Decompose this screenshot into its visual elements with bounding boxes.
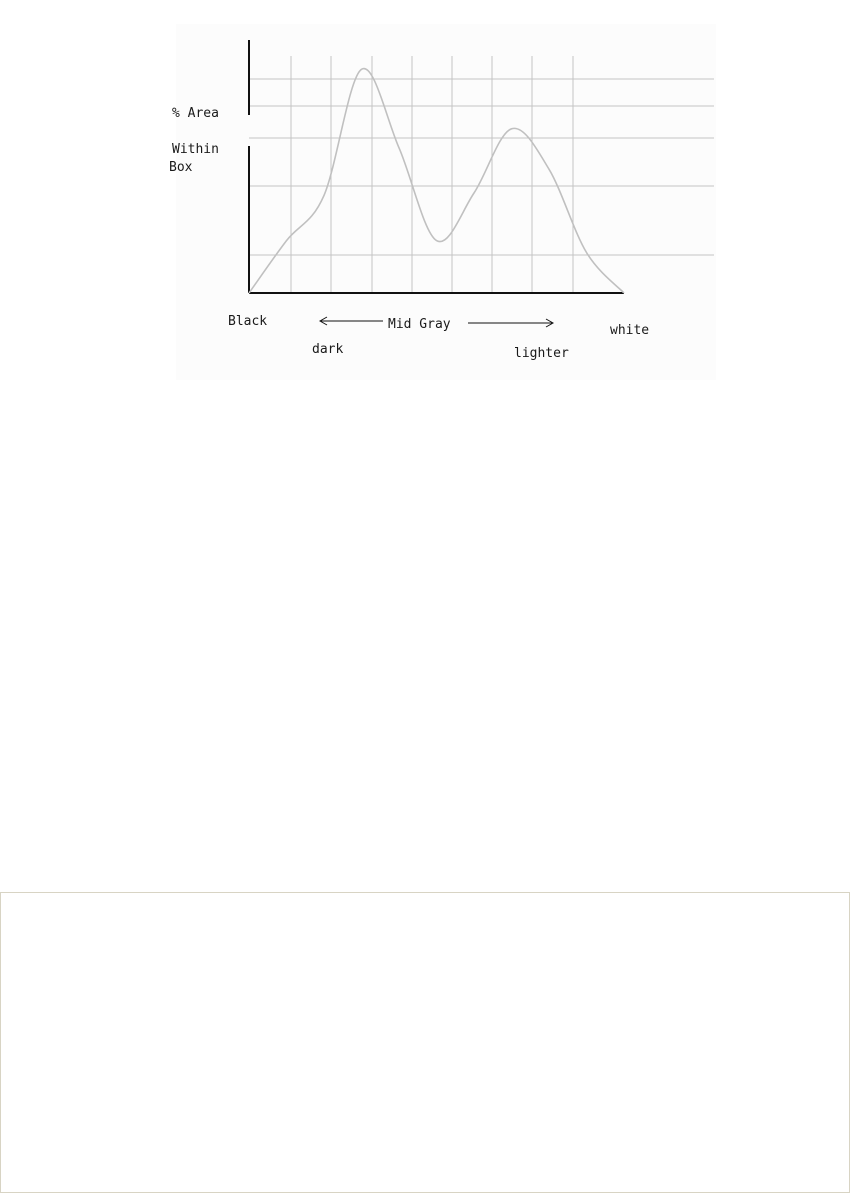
x-label-mid-gray: Mid Gray [388, 317, 451, 332]
x-label-white: white [610, 323, 650, 338]
grid [249, 56, 714, 293]
histogram-figure [169, 24, 716, 380]
y-label-line-3: Box [169, 160, 193, 175]
axes [249, 40, 624, 327]
y-label-line-1: % Area [172, 106, 219, 121]
x-label-dark: dark [312, 342, 344, 357]
x-label-lighter: lighter [514, 346, 569, 361]
y-label-line-2: Within [172, 142, 219, 157]
x-label-black: Black [228, 314, 268, 329]
empty-panel [0, 892, 850, 1193]
series-line [249, 69, 624, 293]
